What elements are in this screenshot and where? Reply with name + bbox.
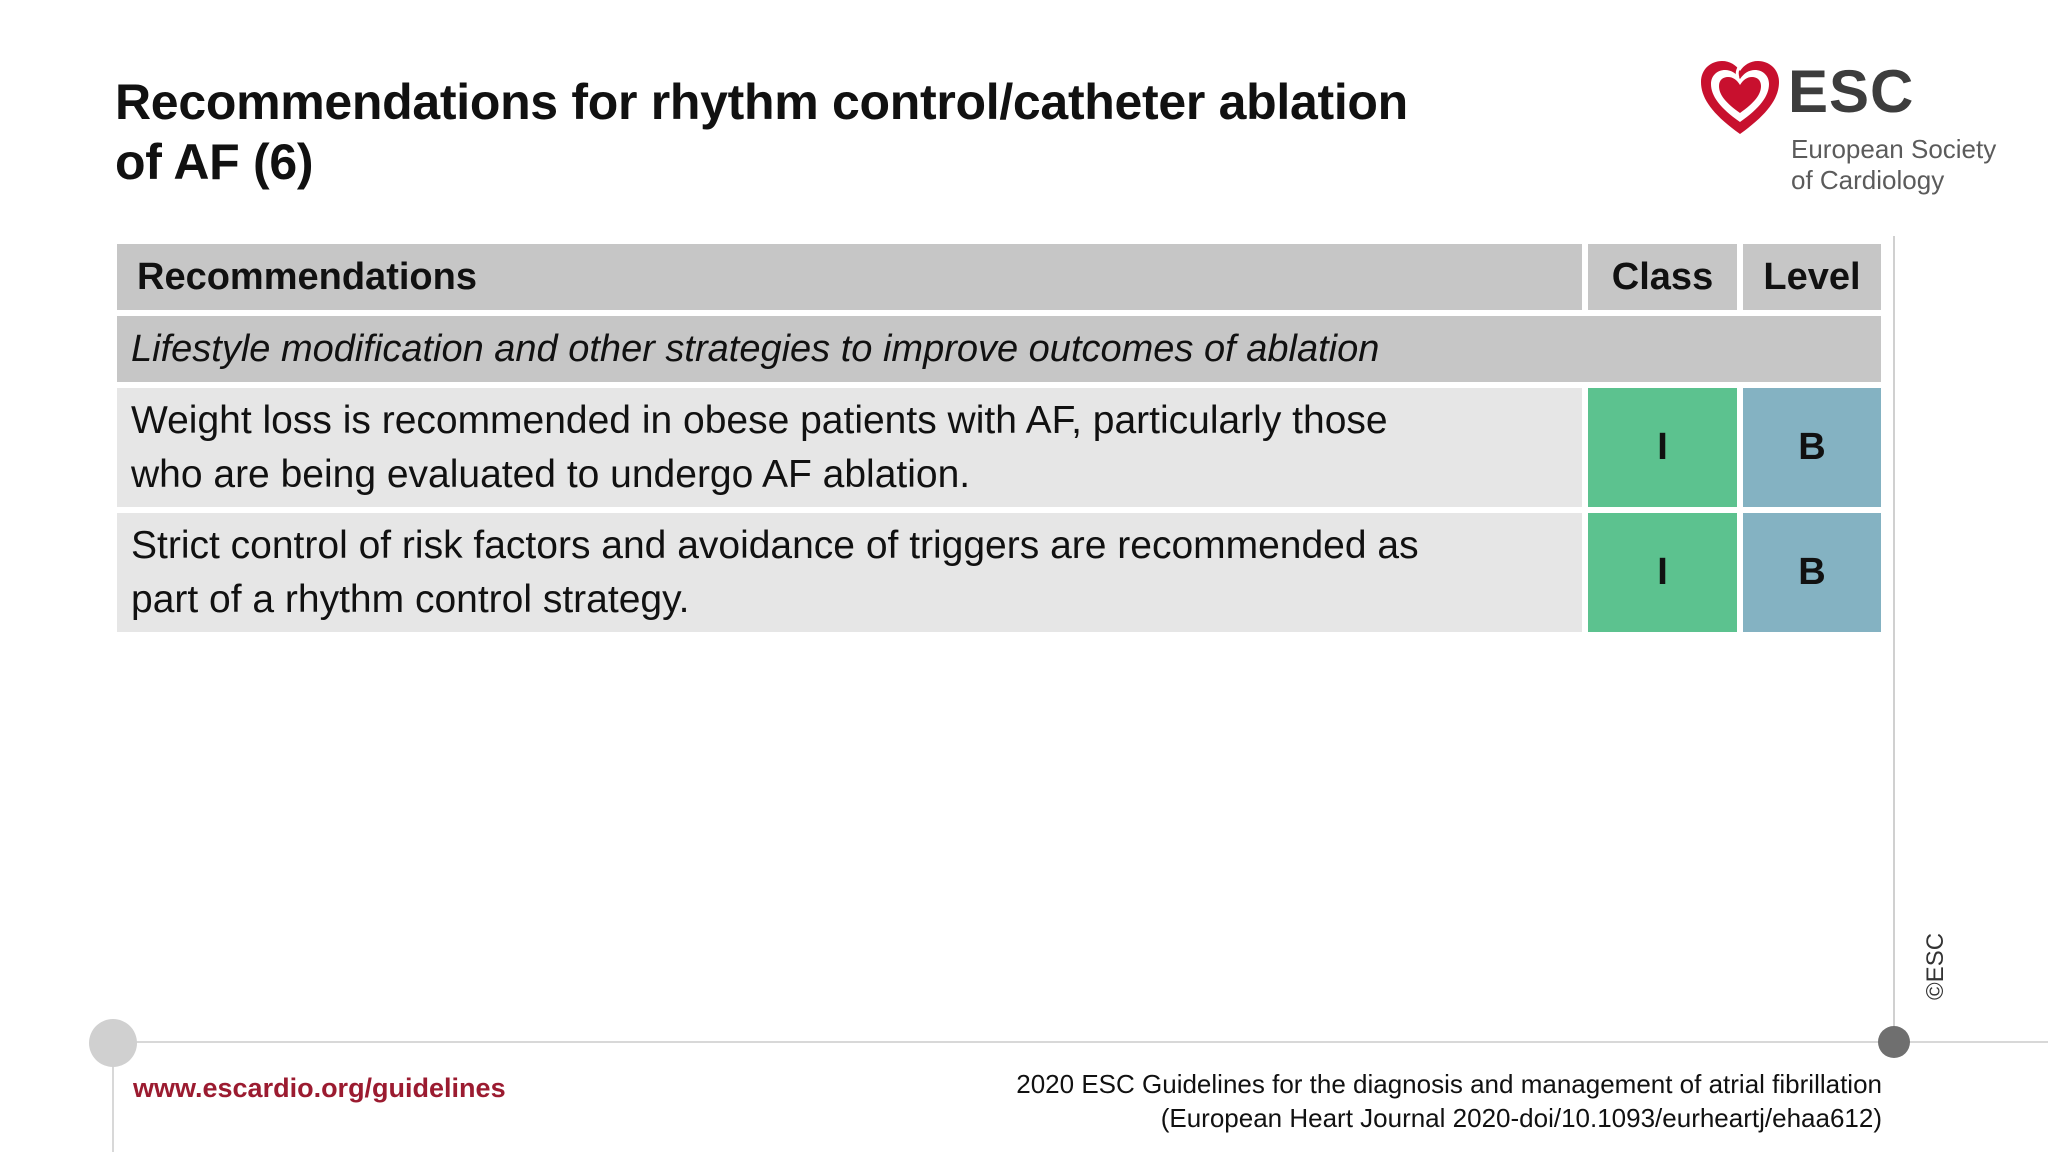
slide-title [115, 72, 1515, 192]
recommendation-text [117, 388, 1582, 507]
recommendations-table [117, 244, 1881, 638]
heart-icon [1698, 58, 1782, 138]
slide-title-line-1: Recommendations for rhythm control/catheter ablation [115, 74, 1408, 130]
recommendation-line-1: Weight loss is recommended in obese patients with AF, particularly those [131, 398, 1388, 442]
citation [1016, 1067, 1882, 1135]
table-header-row [117, 244, 1881, 310]
recommendation-line-1: Strict control of risk factors and avoidance of triggers are recommended as [131, 523, 1419, 567]
class-badge: I [1588, 388, 1737, 507]
logo-name-line-1: European Society [1791, 134, 1997, 164]
class-badge: I [1588, 513, 1737, 632]
section-title: Lifestyle modification and other strategies to improve outcomes of ablation [117, 316, 1881, 382]
recommendation-text [117, 513, 1582, 632]
citation-line-1: 2020 ESC Guidelines for the diagnosis and management of atrial fibrillation [1016, 1069, 1882, 1099]
table-row [117, 388, 1881, 507]
recommendation-line-2: part of a rhythm control strategy. [131, 577, 690, 621]
header-recommendations: Recommendations [117, 244, 1582, 310]
footer-divider-line [113, 1041, 2048, 1043]
logo-organization-name [1791, 134, 1996, 196]
logo-abbreviation: ESC [1788, 58, 1915, 125]
right-divider-line [1893, 236, 1895, 1042]
header-level: Level [1743, 244, 1881, 310]
footer-dot-left [89, 1019, 137, 1067]
recommendation-line-2: who are being evaluated to undergo AF ablation. [131, 452, 971, 496]
level-badge: B [1743, 388, 1881, 507]
slide-title-line-2: of AF (6) [115, 134, 314, 190]
level-badge: B [1743, 513, 1881, 632]
table-section-row [117, 316, 1881, 382]
esc-logo [1698, 58, 2018, 198]
table-row [117, 513, 1881, 632]
footer-dot-right [1878, 1026, 1910, 1058]
logo-name-line-2: of Cardiology [1791, 165, 1945, 195]
header-class: Class [1588, 244, 1737, 310]
copyright-label: ©ESC [1922, 932, 1949, 1000]
guidelines-link[interactable]: www.escardio.org/guidelines [133, 1073, 506, 1103]
citation-line-2: (European Heart Journal 2020-doi/10.1093/eurheartj/ehaa612) [1160, 1103, 1882, 1133]
